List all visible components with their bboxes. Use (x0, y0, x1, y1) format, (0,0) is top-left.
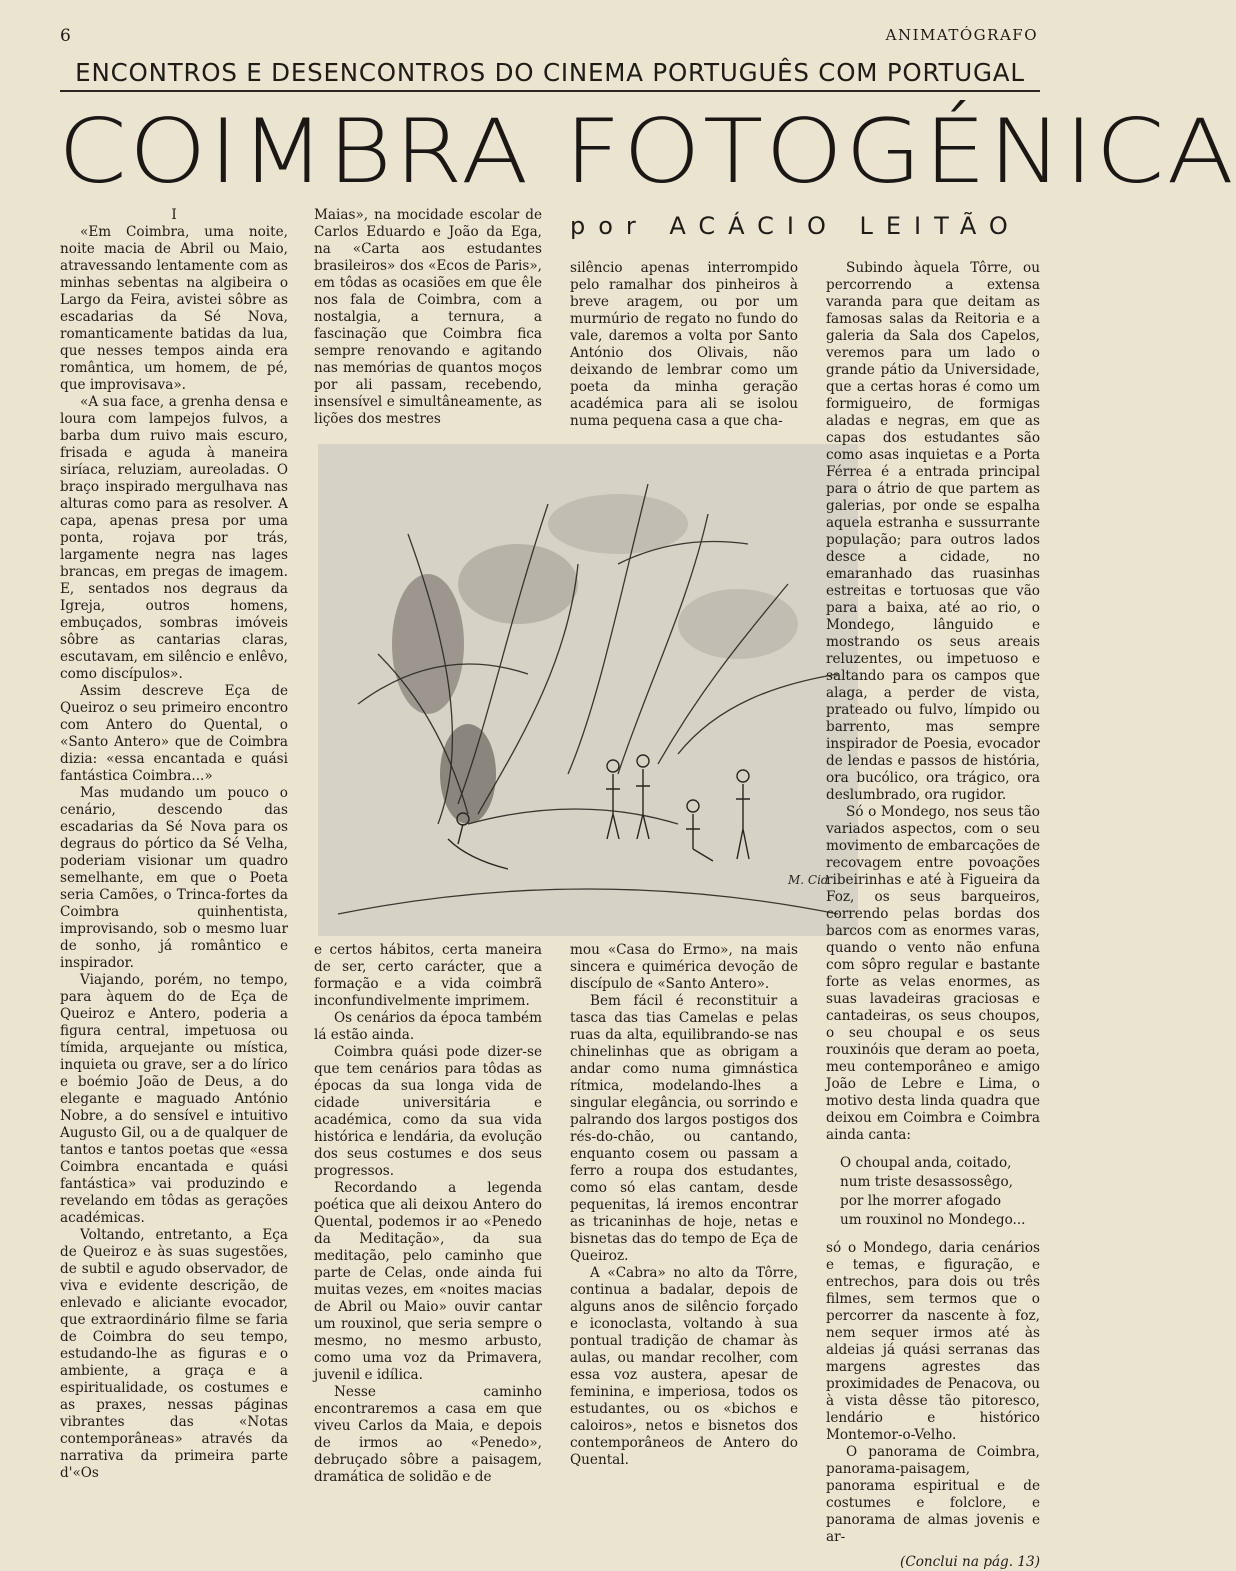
column-4 (826, 260, 1040, 1571)
paragraph: A «Cabra» no alto da Tôrre, continua a badalar, depois de alguns anos de silêncio forçado e iconoclasta, voltando à sua pontual tradição de chamar às aulas, ou mandar recolher, com essa voz austera, apesar de feminina, e imperiosa, todos os estudantes, ou os «bichos e caloiros», netos e bisnetos dos contemporâneos de Antero do Quental. (570, 1265, 798, 1468)
illustration-drawing (318, 444, 858, 936)
poem-line: um rouxinol no Mondego... (840, 1212, 1026, 1228)
paragraph: O panorama de Coimbra, panorama-paisagem, panorama espiritual e de costumes e folclore, e panorama de almas jovenis e ar- (826, 1444, 1040, 1545)
paragraph: Os cenários da época também lá estão ainda. (314, 1010, 542, 1043)
column-1 (60, 207, 288, 1482)
foliage (440, 724, 496, 824)
paragraph: Recordando a legenda poética que ali deixou Antero do Quental, podemos ir ao «Penedo da Meditação», da sua meditação, pelo caminho que parte de Celas, onde ainda fui muitas vezes, em «noites macias de Abril ou Maio» ouvir cantar um rouxinol, que seria sempre o mesmo, no mesmo arbusto, como uma voz da Primavera, juvenil e idílica. (314, 1180, 542, 1383)
paragraph: Voltando, entretanto, a Eça de Queiroz e às suas sugestões, de subtil e agudo observador, de viva e evidente descrição, de enlevado e aliciante evocador, que extraordinário filme se faria de Coimbra do seu tempo, estudando-lhe as figuras e o ambiente, a graça e a espiritualidade, os costumes e as praxes, nessas páginas vibrantes das «Notas contemporâneas» através da narrativa da primeira parte d'«Os (60, 1227, 288, 1481)
paragraph: Assim descreve Eça de Queiroz o seu primeiro encontro com Antero do Quental, o «Santo Antero» que de Coimbra dizia: «essa encantada e quási fantástica Coimbra...» (60, 683, 288, 784)
artist-signature: M. Cid (788, 873, 829, 887)
paragraph: Viajando, porém, no tempo, para àquem do de Eça de Queiroz e Antero, poderia a figura central, impetuosa ou tímida, arquejante ou mística, inquieta ou grave, ser a do lírico e boémio João de Deus, a do elegante e maguado António Nobre, a do sensível e intuitivo Augusto Gil, ou a de qualquer de tantos e tantos poetas que «essa Coimbra encantada e quási fantástica» vai produzindo e revelando em tôdas as gerações académicas. (60, 972, 288, 1226)
paragraph: Nesse caminho encontraremos a casa em que viveu Carlos da Maia, e depois de irmos ao «Penedo», debruçado sôbre a paisagem, dramática de solidão e de (314, 1384, 542, 1485)
paragraph: Maias», na mocidade escolar de Carlos Eduardo e João da Ega, na «Carta aos estudantes brasileiros» dos «Ecos de Paris», em tôdas as ocasiões em que êle nos fala de Coimbra, com a nostalgia, a ternura, a fascinação que Coimbra fica sempre renovando e agitando nas memórias de quantos moços por ali passam, recebendo, insensível e simultâneamente, as lições dos mestres (314, 207, 542, 427)
column-3-bottom (570, 942, 798, 1469)
column-2-bottom (314, 942, 542, 1486)
paragraph: Só o Mondego, nos seus tão variados aspectos, com o seu movimento de embarcações de recovagem entre povoações ribeirinhas e até à Figueira da Foz, os seus barqueiros, correndo pelas bordas dos barcos com as enormes varas, quando o vento não enfuna com sôpro regular e bastante forte as velas enormes, as suas lavadeiras graciosas e cantadeiras, os seus choupos, o seu choupal e os seus rouxinóis que deram ao poeta, meu contemporâneo e amigo João de Lebre e Lima, o motivo desta linda quadra que deixou em Coimbra e Coimbra ainda canta: (826, 804, 1040, 1143)
paragraph: e certos hábitos, certa maneira de ser, certo carácter, que a formação e a vida coimbrã inconfundivelmente imprimem. (314, 942, 542, 1009)
column-3-top (570, 260, 798, 430)
poem-line: num triste desassossêgo, (840, 1174, 1014, 1190)
page-number: 6 (60, 26, 71, 46)
paragraph: Coimbra quási pode dizer-se que tem cenários para tôdas as épocas da sua longa vida de cidade universitária e académica, como da sua vida histórica e lendária, da evolução dos seus costumes e dos seus progressos. (314, 1044, 542, 1179)
foliage (458, 544, 578, 624)
foliage (548, 494, 688, 554)
section-number: I (171, 207, 177, 223)
paragraph: «A sua face, a grenha densa e loura com lampejos fulvos, a barba dum ruivo mais escuro, frisada e aguda à maneira siríaca, reluziam, aureoladas. O braço inspirado mergulhava nas alturas como para as resolver. A capa, apenas presa por uma ponta, rojava por trás, largamente negra nas lages brancas, em pregas de imagem. E, sentados nos degraus da Igreja, outros homens, embuçados, sombras imóveis sôbre as cantarias claras, escutavam, em silêncio e enlêvo, como discípulos». (60, 394, 288, 682)
section-kicker: ENCONTROS E DESENCONTROS DO CINEMA PORTUGUÊS COM PORTUGAL (75, 58, 1025, 87)
article-byline: por ACÁCIO LEITÃO (570, 212, 1021, 240)
poem-quatrain (826, 1154, 1040, 1230)
column-2-top (314, 207, 542, 428)
paragraph: só o Mondego, daria cenários e temas, e figuração, e entrechos, para dois ou três filmes, sem termos que o percorrer da nascente à foz, nem sequer irmos até às aldeias já quási serranas das margens agrestes das proximidades de Penacova, ou à vista dêsse tão pitoresco, lendário e histórico Montemor-o-Velho. (826, 1240, 1040, 1443)
magazine-name: ANIMATÓGRAFO (885, 26, 1038, 44)
paragraph: Subindo àquela Tôrre, ou percorrendo a extensa varanda para que deitam as famosas salas da Reitoria e a galeria da Sala dos Capelos, veremos para um lado o grande pátio da Universidade, que a certas horas é como um formigueiro, de formigas aladas e negras, em que as capas dos estudantes são como asas inquietas e a Porta Férrea é a entrada principal para o átrio de que partem as galerias, por onde se espalha aquela estranha e sussurrante população; para outros lados desce a cidade, no emaranhado das ruasinhas estreitas e tortuosas que vão para a baixa, até ao rio, o Mondego, lânguido e mostrando os seus areais reluzentes, ou impetuoso e saltando para os campos que alaga, a perder de vista, prateado ou fulvo, límpido ou barrento, mas sempre inspirador de Poesia, evocador de lendas e passos de história, ora bucólico, ora trágico, ora deslumbrado, ora rugidor. (826, 260, 1040, 803)
article-title: COIMBRA FOTOGÉNICA (58, 100, 1236, 203)
header-rule (60, 90, 1040, 92)
paragraph: «Em Coimbra, uma noite, noite macia de Abril ou Maio, atravessando lentamente com as minhas sebentas na algibeira o Largo da Feira, avistei sôbre as escadarias da Sé Nova, romanticamente batidas da lua, que nesses tempos ainda era romântica, um homem, de pé, que improvisava». (60, 224, 288, 393)
foliage (392, 574, 464, 714)
poem-line: por lhe morrer afogado (840, 1193, 1002, 1209)
paragraph: Bem fácil é reconstituir a tasca das tias Camelas e pelas ruas da alta, equilibrando-se nas chinelinhas que as obrigam a andar como numa gimnástica rítmica, modelando-lhes a singular elegância, ou sorrindo e palrando dos largos postigos dos rés-do-chão, ou cantando, enquanto cosem ou passam a ferro a roupa dos estudantes, como só elas cantam, desde pequenitas, lá iremos encontrar as tricaninhas de hoje, netas e bisnetas das do tempo de Eça de Queiroz. (570, 993, 798, 1264)
poem-line: O choupal anda, coitado, (840, 1155, 1012, 1171)
paragraph: silêncio apenas interrompido pelo ramalhar dos pinheiros à breve aragem, ou por um murmúrio de regato no fundo do vale, daremos a volta por Santo António dos Olivais, não deixando de lembrar como um poeta da minha geração académica para ali se isolou numa pequena casa a que cha- (570, 260, 798, 429)
continued-note: (Conclui na pág. 13) (900, 1554, 1040, 1570)
foliage (678, 589, 798, 659)
paragraph: Mas mudando um pouco o cenário, descendo das escadarias da Sé Nova para os degraus do pórtico da Sé Velha, poderiam visionar um quadro semelhante, em que o Poeta seria Camões, o Trinca-fortes da Coimbra quinhentista, improvisando, sob o mesmo luar de sonho, já romântico e inspirador. (60, 785, 288, 971)
paragraph: mou «Casa do Ermo», na mais sincera e quimérica devoção de discípulo de «Santo Antero». (570, 942, 798, 992)
